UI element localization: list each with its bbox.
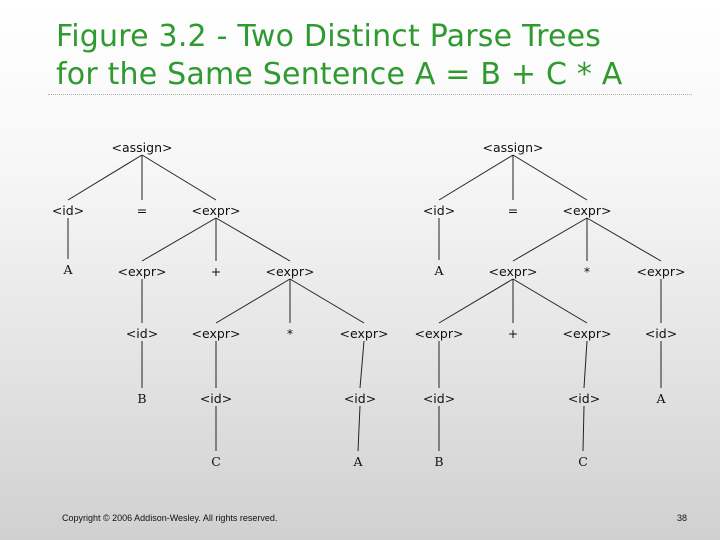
tree-node: <id> [125, 326, 159, 341]
tree-edge [142, 218, 216, 261]
tree-node: <id> [567, 391, 601, 406]
tree-node: <expr> [562, 326, 612, 341]
tree-node: <expr> [414, 326, 464, 341]
tree-edge [216, 218, 290, 261]
tree-node: * [286, 326, 294, 341]
tree-edge [584, 341, 587, 388]
tree-node: <id> [199, 391, 233, 406]
tree-edge [583, 406, 584, 451]
terminal-node: A [656, 391, 666, 406]
tree-node: <expr> [191, 203, 241, 218]
terminal-node: A [353, 454, 363, 469]
tree-node: <expr> [636, 264, 686, 279]
tree-edge [439, 155, 513, 200]
tree-nodes [52, 140, 686, 469]
terminal-node: A [434, 263, 444, 278]
tree-edges [68, 155, 661, 451]
tree-node: <assign> [111, 140, 173, 155]
tree-node: + [210, 264, 222, 279]
tree-edge [587, 218, 661, 261]
tree-node: <id> [343, 391, 377, 406]
tree-edge [513, 218, 587, 261]
tree-node: <id> [422, 391, 456, 406]
terminal-node: C [578, 454, 588, 469]
tree-node: * [583, 264, 591, 279]
tree-node: <expr> [191, 326, 241, 341]
tree-edge [439, 279, 513, 323]
tree-node: <expr> [117, 264, 167, 279]
tree-edge [360, 341, 364, 388]
tree-edge [513, 279, 587, 323]
tree-node: <expr> [562, 203, 612, 218]
terminal-node: B [137, 391, 147, 406]
page-number: 38 [677, 513, 688, 523]
terminal-node: C [211, 454, 221, 469]
tree-node: <id> [51, 203, 85, 218]
title-line-1: Figure 3.2 - Two Distinct Parse Trees [56, 19, 602, 54]
tree-edge [142, 155, 216, 200]
tree-edge [216, 279, 290, 323]
tree-node: <assign> [482, 140, 544, 155]
tree-edge [68, 155, 142, 200]
tree-edge [358, 406, 360, 451]
tree-node: <expr> [265, 264, 315, 279]
tree-edge [513, 155, 587, 200]
tree-node: <id> [422, 203, 456, 218]
tree-node: <expr> [339, 326, 389, 341]
copyright-notice: Copyright © 2006 Addison-Wesley. All rights reserved. [62, 513, 278, 523]
tree-edge [290, 279, 364, 323]
tree-node: + [507, 326, 519, 341]
tree-node: = [507, 203, 519, 218]
terminal-node: B [434, 454, 444, 469]
tree-node: <id> [644, 326, 678, 341]
tree-node: <expr> [488, 264, 538, 279]
terminal-node: A [63, 262, 73, 277]
tree-node: = [136, 203, 148, 218]
title-line-2: for the Same Sentence A = B + C * A [56, 57, 623, 92]
